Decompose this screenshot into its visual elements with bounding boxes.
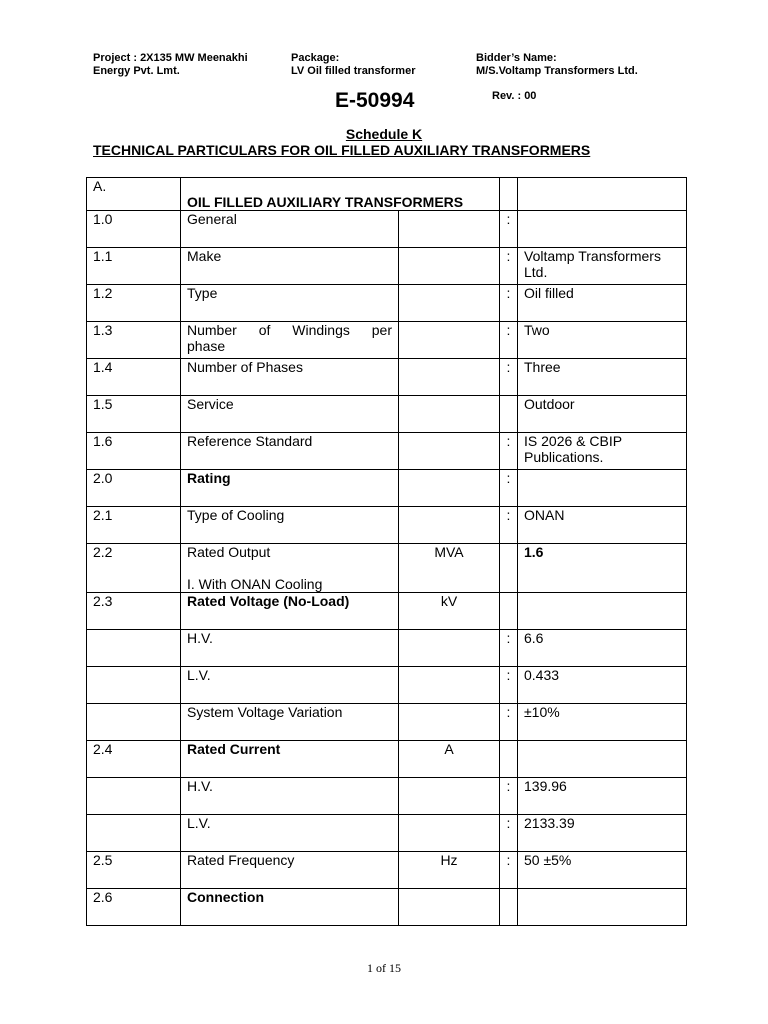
item-unit xyxy=(399,396,500,433)
package-line-2: LV Oil filled transformer xyxy=(291,65,416,77)
item-description-line-1: Number of Windings per xyxy=(187,322,392,338)
item-description xyxy=(181,322,399,359)
item-description: L.V. xyxy=(181,667,399,704)
item-number: 2.3 xyxy=(87,593,181,630)
item-number: 1.5 xyxy=(87,396,181,433)
technical-particulars-table xyxy=(86,177,687,926)
colon-cell: : xyxy=(500,433,518,470)
table-row xyxy=(87,433,687,470)
item-value xyxy=(518,178,687,211)
table-row xyxy=(87,178,687,211)
document-number: E-50994 xyxy=(335,89,415,112)
item-number: 1.6 xyxy=(87,433,181,470)
item-value: Outdoor xyxy=(518,396,687,433)
colon-cell: : xyxy=(500,211,518,248)
item-description: Number of Phases xyxy=(181,359,399,396)
item-number: 1.1 xyxy=(87,248,181,285)
item-unit: MVA xyxy=(399,544,500,593)
item-description: Rated Voltage (No-Load) xyxy=(181,593,399,630)
item-description: Rated Current xyxy=(181,741,399,778)
item-unit: A xyxy=(399,741,500,778)
colon-cell xyxy=(500,593,518,630)
item-number: 2.6 xyxy=(87,889,181,926)
item-value: 0.433 xyxy=(518,667,687,704)
colon-cell: : xyxy=(500,704,518,741)
item-unit xyxy=(399,630,500,667)
item-description: H.V. xyxy=(181,630,399,667)
item-value xyxy=(518,593,687,630)
item-unit xyxy=(399,248,500,285)
colon-cell: : xyxy=(500,815,518,852)
item-value xyxy=(518,889,687,926)
item-number: 1.2 xyxy=(87,285,181,322)
item-unit: kV xyxy=(399,593,500,630)
item-number xyxy=(87,630,181,667)
table-row xyxy=(87,630,687,667)
item-number: 2.1 xyxy=(87,507,181,544)
colon-cell: : xyxy=(500,507,518,544)
item-unit xyxy=(399,889,500,926)
item-unit xyxy=(399,470,500,507)
item-description: Make xyxy=(181,248,399,285)
table-row xyxy=(87,544,687,593)
item-description: Type xyxy=(181,285,399,322)
colon-cell xyxy=(500,178,518,211)
colon-cell: : xyxy=(500,630,518,667)
colon-cell: : xyxy=(500,778,518,815)
item-number: 2.2 xyxy=(87,544,181,593)
section-title: OIL FILLED AUXILIARY TRANSFORMERS xyxy=(187,194,464,210)
item-value: 139.96 xyxy=(518,778,687,815)
table-row xyxy=(87,322,687,359)
item-number: 2.5 xyxy=(87,852,181,889)
item-description: Service xyxy=(181,396,399,433)
item-number: A. xyxy=(87,178,181,211)
item-number xyxy=(87,667,181,704)
colon-cell: : xyxy=(500,285,518,322)
item-description: H.V. xyxy=(181,778,399,815)
table-row xyxy=(87,704,687,741)
colon-cell xyxy=(500,741,518,778)
table-row xyxy=(87,507,687,544)
item-number: 1.3 xyxy=(87,322,181,359)
document-title: TECHNICAL PARTICULARS FOR OIL FILLED AUXILIARY TRANSFORMERS xyxy=(93,142,591,158)
project-info xyxy=(93,52,248,78)
section-title-cell xyxy=(181,178,500,211)
item-value: Oil filled xyxy=(518,285,687,322)
table-row xyxy=(87,778,687,815)
table-row xyxy=(87,285,687,322)
bidder-line-1: Bidder’s Name: xyxy=(476,52,557,64)
bidder-info xyxy=(476,52,638,78)
table-row xyxy=(87,248,687,285)
item-unit xyxy=(399,778,500,815)
table-row xyxy=(87,852,687,889)
item-number: 1.0 xyxy=(87,211,181,248)
table-row xyxy=(87,815,687,852)
item-unit xyxy=(399,704,500,741)
table-row xyxy=(87,396,687,433)
revision-label: Rev. : 00 xyxy=(492,90,537,102)
item-description-line-2: I. With ONAN Cooling xyxy=(187,576,323,592)
schedule-heading: Schedule K xyxy=(345,126,423,142)
table-row xyxy=(87,889,687,926)
project-line-2: Energy Pvt. Lmt. xyxy=(93,65,180,77)
item-description: Connection xyxy=(181,889,399,926)
item-unit xyxy=(399,322,500,359)
colon-cell: : xyxy=(500,322,518,359)
item-unit xyxy=(399,211,500,248)
item-description: Rated Frequency xyxy=(181,852,399,889)
item-value: IS 2026 & CBIP Publications. xyxy=(518,433,687,470)
package-info xyxy=(291,52,416,78)
item-value: 1.6 xyxy=(518,544,687,593)
project-line-1: Project : 2X135 MW Meenakhi xyxy=(93,52,248,64)
item-unit xyxy=(399,433,500,470)
item-description: L.V. xyxy=(181,815,399,852)
item-number xyxy=(87,778,181,815)
table-row xyxy=(87,470,687,507)
table-row xyxy=(87,741,687,778)
colon-cell xyxy=(500,396,518,433)
item-value: Three xyxy=(518,359,687,396)
item-description: System Voltage Variation xyxy=(181,704,399,741)
item-value xyxy=(518,741,687,778)
item-value xyxy=(518,470,687,507)
item-unit xyxy=(399,667,500,704)
bidder-line-2: M/S.Voltamp Transformers Ltd. xyxy=(476,65,638,77)
table-row xyxy=(87,667,687,704)
colon-cell: : xyxy=(500,470,518,507)
item-value: Two xyxy=(518,322,687,359)
item-number: 1.4 xyxy=(87,359,181,396)
item-unit: Hz xyxy=(399,852,500,889)
item-description xyxy=(181,544,399,593)
colon-cell xyxy=(500,889,518,926)
colon-cell: : xyxy=(500,667,518,704)
item-description: Rating xyxy=(181,470,399,507)
item-description-line-1: Rated Output xyxy=(187,544,271,560)
item-value: 50 ±5% xyxy=(518,852,687,889)
item-number: 2.0 xyxy=(87,470,181,507)
item-number xyxy=(87,704,181,741)
item-value: ONAN xyxy=(518,507,687,544)
page-number: 1 of 15 xyxy=(367,961,401,975)
colon-cell: : xyxy=(500,852,518,889)
item-value: 6.6 xyxy=(518,630,687,667)
item-unit xyxy=(399,815,500,852)
colon-cell xyxy=(500,544,518,593)
item-value: ±10% xyxy=(518,704,687,741)
item-value xyxy=(518,211,687,248)
item-unit xyxy=(399,359,500,396)
item-description: General xyxy=(181,211,399,248)
table-row xyxy=(87,593,687,630)
table-row xyxy=(87,211,687,248)
item-unit xyxy=(399,507,500,544)
item-description: Reference Standard xyxy=(181,433,399,470)
item-unit xyxy=(399,285,500,322)
colon-cell: : xyxy=(500,248,518,285)
colon-cell: : xyxy=(500,359,518,396)
item-description-line-2: phase xyxy=(187,338,226,354)
package-line-1: Package: xyxy=(291,52,340,64)
item-number: 2.4 xyxy=(87,741,181,778)
item-number xyxy=(87,815,181,852)
item-value: Voltamp Transformers Ltd. xyxy=(518,248,687,285)
table-row xyxy=(87,359,687,396)
item-value: 2133.39 xyxy=(518,815,687,852)
item-description: Type of Cooling xyxy=(181,507,399,544)
